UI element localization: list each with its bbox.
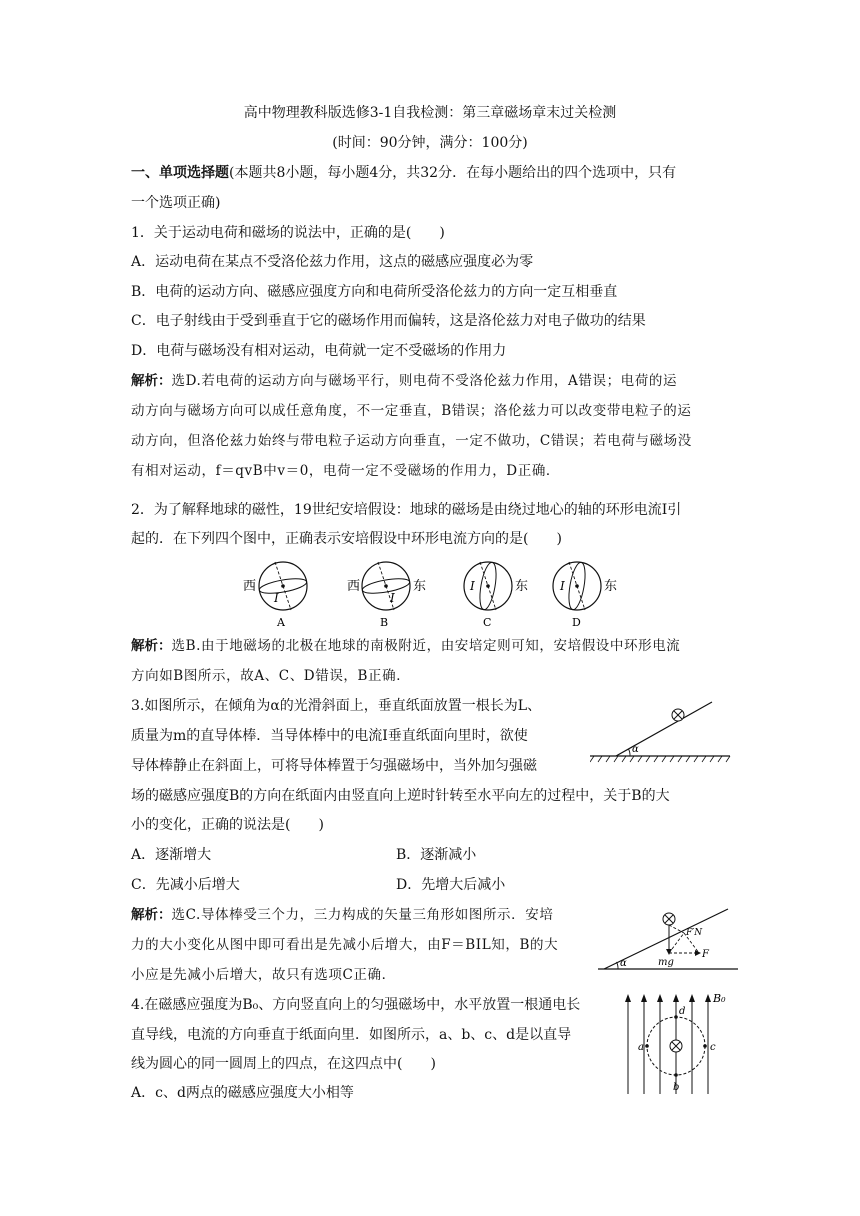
q3-option-b: B．逐渐减小 [396,847,477,863]
q3-stem-line: 场的磁感应强度B的方向在纸面内由竖直向上逆时针转至水平向左的过程中，关于B的大 [131,788,670,804]
b0-label: B₀ [713,992,726,1005]
q1-option-c: C．电子射线由于受到垂直于它的磁场作用而偏转，这是洛伦兹力对电子做功的结果 [131,313,646,329]
q1-option-a: A．运动电荷在某点不受洛伦兹力作用，这点的磁感应强度必为零 [131,254,534,270]
q3-explanation-line: 力的大小变化从图中即可看出是先减小后增大，由F＝BIL知，B的大 [131,937,559,953]
globe-b [347,562,426,629]
east-label: 东 [515,579,529,594]
q1-option-d: D．电荷与磁场没有相对运动，电荷就一定不受磁场的作用力 [131,343,507,359]
q1-explanation-line: 有相对运动，f＝qvB中v＝0，电荷一定不受磁场的作用力，D正确． [131,463,561,479]
globe-c-label: C [483,616,492,629]
q3-stem-line: 小的变化，正确的说法是( ) [131,817,324,833]
current-label: I [470,579,475,593]
point-d-label: d [679,1006,686,1017]
q3-stem-line: 导体棒静止在斜面上，可将导体棒置于匀强磁场中，当外加匀强磁 [131,758,537,774]
q3-force-figure [598,905,738,975]
q3-explanation-text: 选C.导体棒受三个力，三力构成的矢量三角形如图所示．安培 [171,907,554,923]
globe-d-label: D [572,616,581,629]
q3-explanation-line: 小应是先减小后增大，故只有选项C正确． [131,967,396,983]
q2-stem-line: 2．为了解释地球的磁性，19世纪安培假设：地球的磁场是由绕过地心的轴的环形电流I引 [131,502,682,518]
globe-c [464,561,528,629]
section-heading [131,163,731,183]
q1-explanation-text: 选D.若电荷的运动方向与磁场平行，则电荷不受洛伦兹力作用，A错误；电荷的运 [171,373,678,389]
doc-title: 高中物理教科版选修3-1自我检测：第三章磁场章末过关检测 [243,105,617,121]
q3-option-d: D．先增大后减小 [396,877,506,893]
q4-option-a: A．c、d两点的磁感应强度大小相等 [131,1085,354,1101]
gravity-label: mg [658,957,674,968]
west-label: 西 [347,579,361,594]
section-description-cont: 一个选项正确) [131,195,221,211]
point-b-label: b [673,1082,680,1093]
east-label: 东 [604,579,618,594]
force-label: F [702,949,709,960]
globe-a [243,562,308,629]
q3-stem-line: 质量为m的直导体棒．当导体棒中的电流I垂直纸面向里时，欲使 [131,728,528,744]
q1-explanation-label: 解析： [131,373,172,389]
q1-option-b: B．电荷的运动方向、磁感应强度方向和电荷所受洛伦兹力的方向一定互相垂直 [131,284,618,300]
alpha-label: α [632,744,639,755]
point-a-label: a [638,1042,644,1053]
alpha-label: α [620,958,627,969]
q4-stem-line: 直导线，电流的方向垂直于纸面向里．如图所示，a、b、c、d是以直导 [131,1027,572,1043]
section-description: (本题共8小题，每小题4分，共32分．在每小题给出的四个选项中，只有 [229,165,677,181]
doc-subtitle: (时间：90分钟，满分：100分) [332,135,528,151]
east-label: 东 [413,579,427,594]
globe-b-label: B [380,616,389,629]
normal-force-label: F′N [686,928,703,938]
section-heading-label: 一、单项选择题 [131,165,229,181]
q1-explanation-line: 动方向与磁场方向可以成任意角度，不一定垂直，B错误；洛伦兹力可以改变带电粒子的运 [131,403,692,419]
q3-explanation-label: 解析： [131,907,172,923]
q1-stem: 1．关于运动电荷和磁场的说法中，正确的是( ) [131,225,445,241]
current-label: I [560,579,565,593]
q3-stem-line: 3.如图所示，在倾角为α的光滑斜面上，垂直纸面放置一根长为L、 [131,698,542,714]
globe-d [553,561,617,629]
q2-explanation-label: 解析： [131,638,172,654]
q4-field-figure [620,990,735,1098]
current-label: I [274,591,279,605]
q2-stem-line: 起的．在下列四个图中，正确表示安培假设中环形电流方向的是( ) [131,531,562,547]
q3-option-a: A．逐渐增大 [131,847,212,863]
q3-explanation-line [131,905,591,925]
current-label: I [390,591,395,605]
q3-incline-figure [590,700,740,770]
point-c-label: c [710,1042,716,1053]
globe-a-label: A [277,616,285,629]
west-label: 西 [243,579,257,594]
q1-explanation-line [131,371,731,391]
q2-explanation-line [131,636,731,656]
q4-stem-line: 线为圆心的同一圆周上的四点，在这四点中( ) [131,1056,436,1072]
q3-option-c: C．先减小后增大 [131,877,240,893]
q4-stem-line: 4.在磁感应强度为B₀、方向竖直向上的匀强磁场中，水平放置一根通电长 [131,997,581,1013]
q2-explanation-line: 方向如B图所示，故A、C、D错误，B正确． [131,668,411,684]
q2-globe-figure [240,560,620,630]
q1-explanation-line: 动方向，但洛伦兹力始终与带电粒子运动方向垂直，一定不做功，C错误；若电荷与磁场没 [131,433,692,449]
q2-explanation-text: 选B.由于地磁场的北极在地球的南极附近，由安培定则可知，安培假设中环形电流 [171,638,681,654]
